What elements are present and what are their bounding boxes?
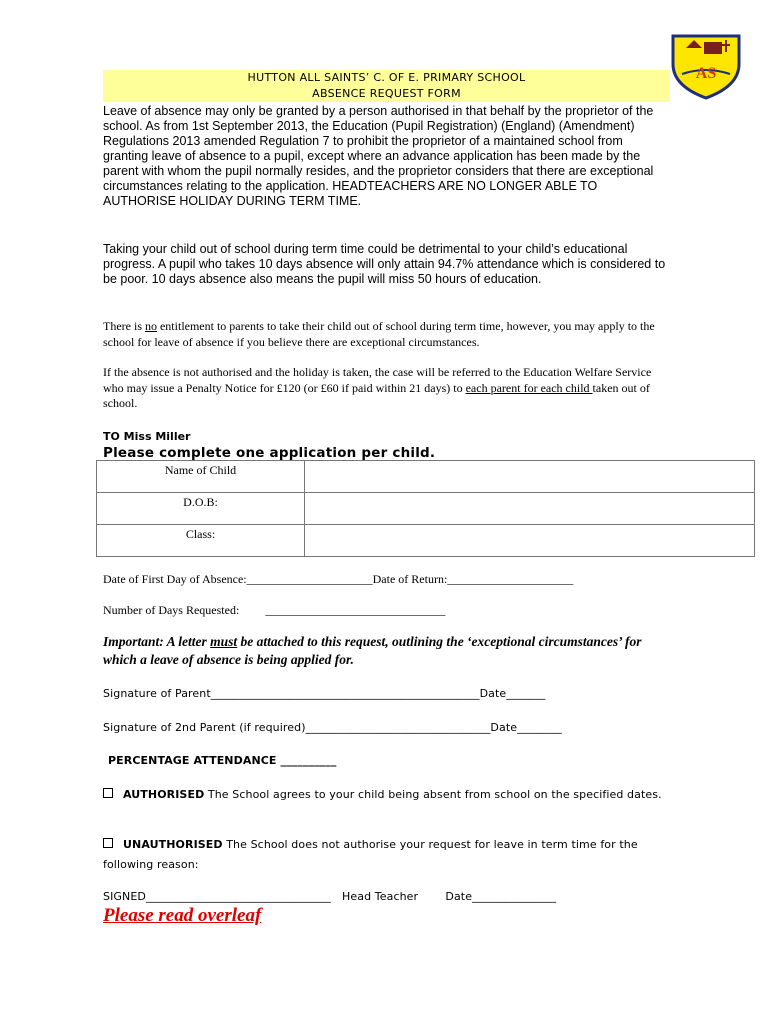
days-requested-label: Number of Days Requested: — [103, 603, 240, 617]
application-heading: Please complete one application per child. — [103, 445, 436, 461]
second-parent-signature-field[interactable]: Signature of 2nd Parent (if required)_________________________________Date________ — [103, 721, 562, 734]
table-row — [97, 525, 755, 557]
days-requested-field[interactable]: ______________________________ — [265, 603, 446, 617]
authorised-option: AUTHORISED The School agrees to your child being absent from school on the specified dates. — [103, 785, 663, 805]
must-emphasis: must — [210, 634, 238, 649]
parent-signature-field[interactable]: Signature of Parent________________________________________________Date_______ — [103, 687, 546, 700]
each-parent-emphasis: each parent for each child — [465, 380, 593, 395]
head-teacher-label: Head Teacher — [342, 890, 419, 903]
intro-paragraph-regulations: Leave of absence may only be granted by a person authorised in that behalf by the proprietor of the school. As from 1st September 2013, the Education (Pupil Registration) (England) (Amendment) Regulations 2013 amended Regulation 7 to prohibit the proprietor of a maintained school from granting leave of absence to a pupil, except where an advance application has been made by the parent with whom the pupil normally resides, and the proprietor considers that there are exceptional circumstances relating to the application. HEADTEACHERS ARE NO LONGER ABLE TO AUTHORISE HOLIDAY DURING TERM TIME. — [103, 104, 654, 208]
return-date-field[interactable]: Date of Return:_____________________ — [372, 572, 574, 586]
school-name: HUTTON ALL SAINTS’ C. OF E. PRIMARY SCHOOL — [247, 71, 526, 84]
authorised-checkbox[interactable] — [103, 788, 113, 798]
unauthorised-checkbox[interactable] — [103, 838, 113, 848]
unauthorised-label: UNAUTHORISED — [123, 838, 223, 851]
unauthorised-option: UNAUTHORISED The School does not authorise your request for leave in term time for the following reason: — [103, 838, 638, 871]
form-header — [103, 70, 670, 102]
class-field[interactable] — [305, 525, 755, 557]
form-title: ABSENCE REQUEST FORM — [312, 87, 461, 100]
intro-paragraph-progress: Taking your child out of school during term time could be detrimental to your child’s educational progress. A pupil who takes 10 days absence will only attain 94.7% attendance which is considered to be poor. 10 days absence also means the pupil will miss 50 hours of education. — [103, 242, 666, 286]
addressee-line: TO Miss Miller — [103, 430, 191, 443]
head-teacher-signature-line — [103, 890, 556, 903]
penalty-paragraph: If the absence is not authorised and the holiday is taken, the case will be referred to the Education Welfare Service who may issue a Penalty Notice for £120 (or £60 if paid within 21 days) to each parent for each child taken out of school. — [103, 365, 652, 410]
absence-dates-line — [103, 572, 573, 587]
table-row — [97, 493, 755, 525]
child-details-table — [96, 460, 755, 557]
authorised-label: AUTHORISED — [123, 788, 205, 801]
child-name-field[interactable] — [305, 461, 755, 493]
signed-field[interactable]: SIGNED_________________________________ — [103, 890, 331, 903]
head-teacher-date-field[interactable]: Date_______________ — [445, 890, 557, 903]
child-name-label: Name of Child — [97, 461, 305, 493]
days-requested-line — [103, 603, 445, 618]
logo-letters: AS — [695, 65, 717, 82]
dob-field[interactable] — [305, 493, 755, 525]
read-overleaf-note: Please read overleaf — [103, 905, 262, 926]
table-row — [97, 461, 755, 493]
percentage-attendance-field[interactable]: PERCENTAGE ATTENDANCE __________ — [108, 754, 337, 767]
school-crest-logo — [670, 34, 742, 100]
class-label: Class: — [97, 525, 305, 557]
no-emphasis: no — [144, 319, 157, 333]
dob-label: D.O.B: — [97, 493, 305, 525]
first-day-field[interactable]: Date of First Day of Absence:_____________________ — [103, 572, 373, 586]
important-notice: Important: A letter must be attached to this request, outlining the ‘exceptional circumstances’ for which a leave of absence is being applied for. — [103, 634, 642, 667]
entitlement-paragraph: There is no entitlement to parents to take their child out of school during term time, however, you may apply to the school for leave of absence if you believe there are exceptional circumstances. — [103, 319, 655, 349]
